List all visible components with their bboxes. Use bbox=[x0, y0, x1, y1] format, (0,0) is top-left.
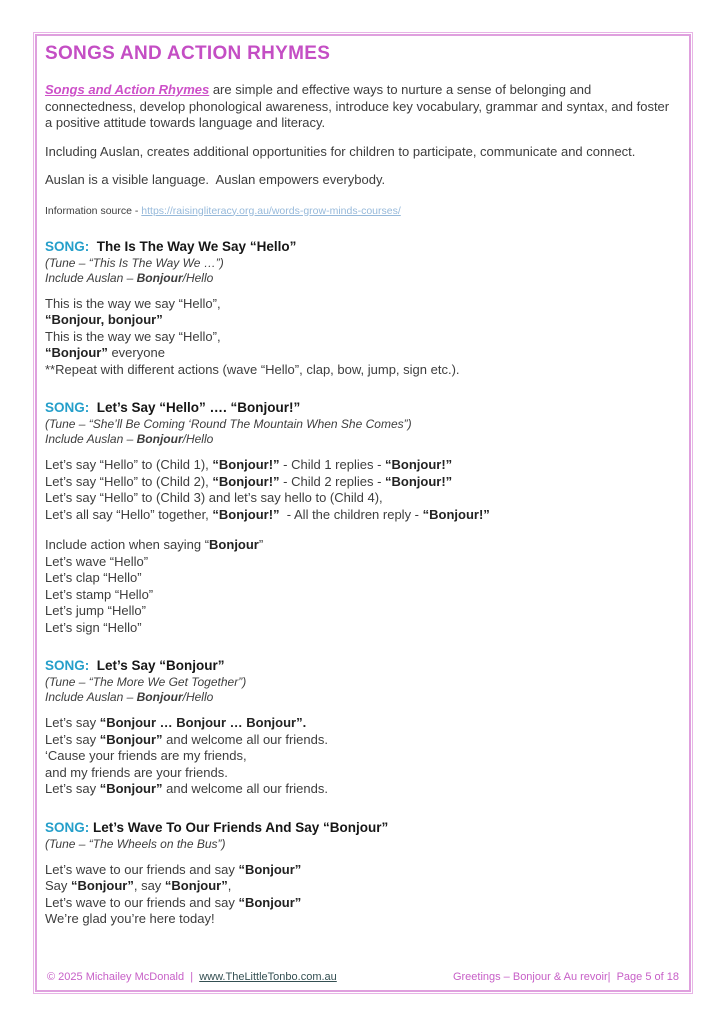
text-segment: “Bonjour” bbox=[238, 861, 302, 877]
text-segment: - Child 2 replies - bbox=[279, 473, 386, 489]
text-segment: Let’s say “Hello” to (Child 3) and let’s say hello to (Child 4), bbox=[45, 490, 383, 505]
text-segment: “Bonjour!” bbox=[385, 457, 453, 472]
lyric-line bbox=[45, 362, 677, 379]
footer-copyright: © 2025 Michailey McDonald | bbox=[47, 971, 200, 983]
text-segment: “Bonjour!” bbox=[385, 473, 453, 489]
page-footer bbox=[47, 971, 679, 983]
lyric-line bbox=[45, 878, 677, 895]
lyric-line bbox=[45, 507, 677, 524]
lyric-line bbox=[45, 296, 677, 313]
text-segment: Include Auslan – bbox=[45, 432, 137, 446]
lyric-line bbox=[45, 748, 677, 765]
text-segment: Bonjour bbox=[136, 690, 183, 704]
lyric-line bbox=[45, 554, 677, 571]
text-segment: “Bonjour!” bbox=[422, 506, 490, 522]
info-source-link[interactable]: https://raisingliteracy.org.au/words-grow-minds-courses/ bbox=[141, 204, 401, 217]
song-heading bbox=[45, 658, 677, 673]
document-page bbox=[35, 34, 691, 992]
intro-paragraph bbox=[45, 82, 677, 132]
page-title: SONGS AND ACTION RHYMES bbox=[45, 43, 331, 64]
song-title: The Is The Way We Say “Hello” bbox=[89, 238, 297, 254]
song-label: SONG: bbox=[45, 819, 90, 835]
text-segment: “Bonjour!” bbox=[212, 457, 280, 472]
song-heading bbox=[45, 400, 677, 415]
text-segment: and my friends are your friends. bbox=[45, 764, 228, 780]
lyric-line bbox=[45, 715, 677, 732]
auslan-line bbox=[45, 432, 677, 447]
lyric-line bbox=[45, 537, 677, 554]
text-segment: Let’s clap “Hello” bbox=[45, 570, 142, 585]
text-segment: “Bonjour” bbox=[99, 731, 163, 747]
intro-paragraph bbox=[45, 144, 677, 161]
text-segment: Let’s wave to our friends and say bbox=[45, 861, 239, 877]
lyric-line bbox=[45, 911, 677, 928]
lyric-line bbox=[45, 490, 677, 507]
text-segment: “Bonjour” bbox=[238, 894, 302, 910]
text-segment: Bonjour bbox=[136, 270, 183, 285]
text-segment: Let’s jump “Hello” bbox=[45, 603, 146, 618]
text-segment: , bbox=[227, 878, 232, 893]
lyric-line bbox=[45, 345, 677, 362]
text-segment: “Bonjour!” bbox=[212, 506, 280, 522]
text-segment: “Bonjour” bbox=[164, 878, 228, 893]
text-segment: Let’s say bbox=[45, 781, 100, 796]
song-section bbox=[45, 658, 677, 798]
song-title: Let’s Wave To Our Friends And Say “Bonjour” bbox=[89, 819, 389, 835]
text-segment: This is the way we say “Hello”, bbox=[45, 295, 221, 311]
text-segment: Let’s wave to our friends and say bbox=[45, 894, 239, 910]
lyric-line bbox=[45, 457, 677, 474]
text-segment: Bonjour bbox=[136, 432, 183, 446]
lyric-line bbox=[45, 620, 677, 637]
text-segment: Let’s say bbox=[45, 715, 100, 730]
info-source-line bbox=[45, 205, 677, 217]
text-segment: “Bonjour” bbox=[45, 345, 108, 360]
text-segment: - Child 1 replies - bbox=[279, 457, 386, 472]
lyric-line bbox=[45, 329, 677, 346]
text-segment: Let’s sign “Hello” bbox=[45, 619, 142, 635]
song-heading bbox=[45, 820, 677, 835]
song-section bbox=[45, 239, 677, 379]
text-segment: , say bbox=[133, 878, 165, 893]
text-segment: Let’s say “Hello” to (Child 2), bbox=[45, 473, 213, 489]
tune-line: (Tune – “She’ll Be Coming ‘Round The Mountain When She Comes”) bbox=[45, 417, 412, 431]
text-segment: Include Auslan – bbox=[45, 270, 137, 285]
text-segment: “Bonjour” bbox=[99, 781, 163, 796]
tune-line: (Tune – “The Wheels on the Bus”) bbox=[45, 836, 226, 851]
lyrics-stanza bbox=[45, 537, 677, 636]
text-segment: ” bbox=[258, 537, 264, 552]
text-segment: “Bonjour!” bbox=[212, 473, 280, 489]
song-label: SONG: bbox=[45, 400, 90, 415]
auslan-line bbox=[45, 690, 677, 705]
lyric-line bbox=[45, 862, 677, 879]
text-segment: Include action when saying “ bbox=[45, 537, 210, 552]
tune-line: (Tune – “This Is The Way We …”) bbox=[45, 255, 224, 270]
footer-right bbox=[453, 971, 679, 983]
text-segment: Bonjour bbox=[209, 537, 259, 552]
text-segment: /Hello bbox=[182, 432, 214, 446]
tune-line: (Tune – “The More We Get Together”) bbox=[45, 675, 247, 689]
text-segment: /Hello bbox=[182, 270, 214, 285]
text-segment: Let’s all say “Hello” together, bbox=[45, 506, 213, 522]
lyric-line bbox=[45, 603, 677, 620]
song-section bbox=[45, 400, 677, 636]
text-segment: “Bonjour” bbox=[71, 878, 134, 893]
song-title: Let’s Say “Hello” …. “Bonjour!” bbox=[89, 400, 301, 415]
text-segment: ‘Cause your friends are my friends, bbox=[45, 748, 247, 763]
lyric-line bbox=[45, 732, 677, 749]
text-segment: Auslan is a visible language. Auslan empowers everybody. bbox=[45, 172, 386, 187]
text-segment: “Bonjour, bonjour” bbox=[45, 312, 163, 327]
lyric-line bbox=[45, 765, 677, 782]
text-segment: Let’s say bbox=[45, 731, 100, 747]
intro-paragraph bbox=[45, 172, 677, 189]
song-title: Let’s Say “Bonjour” bbox=[89, 658, 225, 673]
text-segment: Let’s stamp “Hello” bbox=[45, 586, 154, 602]
text-segment: /Hello bbox=[182, 690, 214, 704]
lyric-line bbox=[45, 587, 677, 604]
song-label: SONG: bbox=[45, 238, 90, 254]
text-segment: are simple and effective ways to nurture a sense of belonging and connectedness, develop phonological awareness, introduce key vocabulary, grammar and syntax, and foster a positive attitude towards language and literacy. bbox=[45, 82, 673, 130]
auslan-line bbox=[45, 271, 677, 286]
footer-website-link[interactable]: www.TheLittleTonbo.com.au bbox=[199, 971, 337, 983]
text-segment: and welcome all our friends. bbox=[162, 731, 328, 747]
songs-container bbox=[45, 239, 677, 928]
songs-and-action-rhymes-link[interactable]: Songs and Action Rhymes bbox=[45, 82, 210, 97]
song-section bbox=[45, 820, 677, 928]
lyrics-stanza bbox=[45, 862, 677, 928]
text-segment: and welcome all our friends. bbox=[162, 781, 328, 796]
info-source-label: Information source - bbox=[45, 204, 142, 217]
text-segment: Let’s wave “Hello” bbox=[45, 553, 149, 569]
lyric-line bbox=[45, 895, 677, 912]
text-segment: Include Auslan – bbox=[45, 690, 137, 704]
text-segment: Including Auslan, creates additional opportunities for children to participate, communicate and connect. bbox=[45, 143, 636, 159]
text-segment: - All the children reply - bbox=[279, 506, 423, 522]
text-segment: **Repeat with different actions (wave “Hello”, clap, bow, jump, sign etc.). bbox=[45, 361, 460, 377]
song-heading bbox=[45, 239, 677, 254]
text-segment: “Bonjour … Bonjour … Bonjour”. bbox=[99, 715, 307, 730]
lyrics-stanza bbox=[45, 296, 677, 379]
text-segment: Say bbox=[45, 878, 72, 893]
lyric-line bbox=[45, 781, 677, 798]
lyrics-stanza bbox=[45, 715, 677, 798]
text-segment: This is the way we say “Hello”, bbox=[45, 328, 221, 344]
song-label: SONG: bbox=[45, 658, 90, 673]
footer-left bbox=[47, 971, 337, 983]
text-segment: Let’s say “Hello” to (Child 1), bbox=[45, 457, 213, 472]
lyrics-stanza bbox=[45, 457, 677, 523]
intro-paragraphs bbox=[45, 82, 677, 189]
footer-page-info: Greetings – Bonjour & Au revoir| Page 5 of 18 bbox=[452, 971, 679, 983]
lyric-line bbox=[45, 312, 677, 329]
lyric-line bbox=[45, 570, 677, 587]
text-segment: everyone bbox=[107, 345, 165, 360]
text-segment: We’re glad you’re here today! bbox=[45, 911, 215, 926]
lyric-line bbox=[45, 474, 677, 491]
